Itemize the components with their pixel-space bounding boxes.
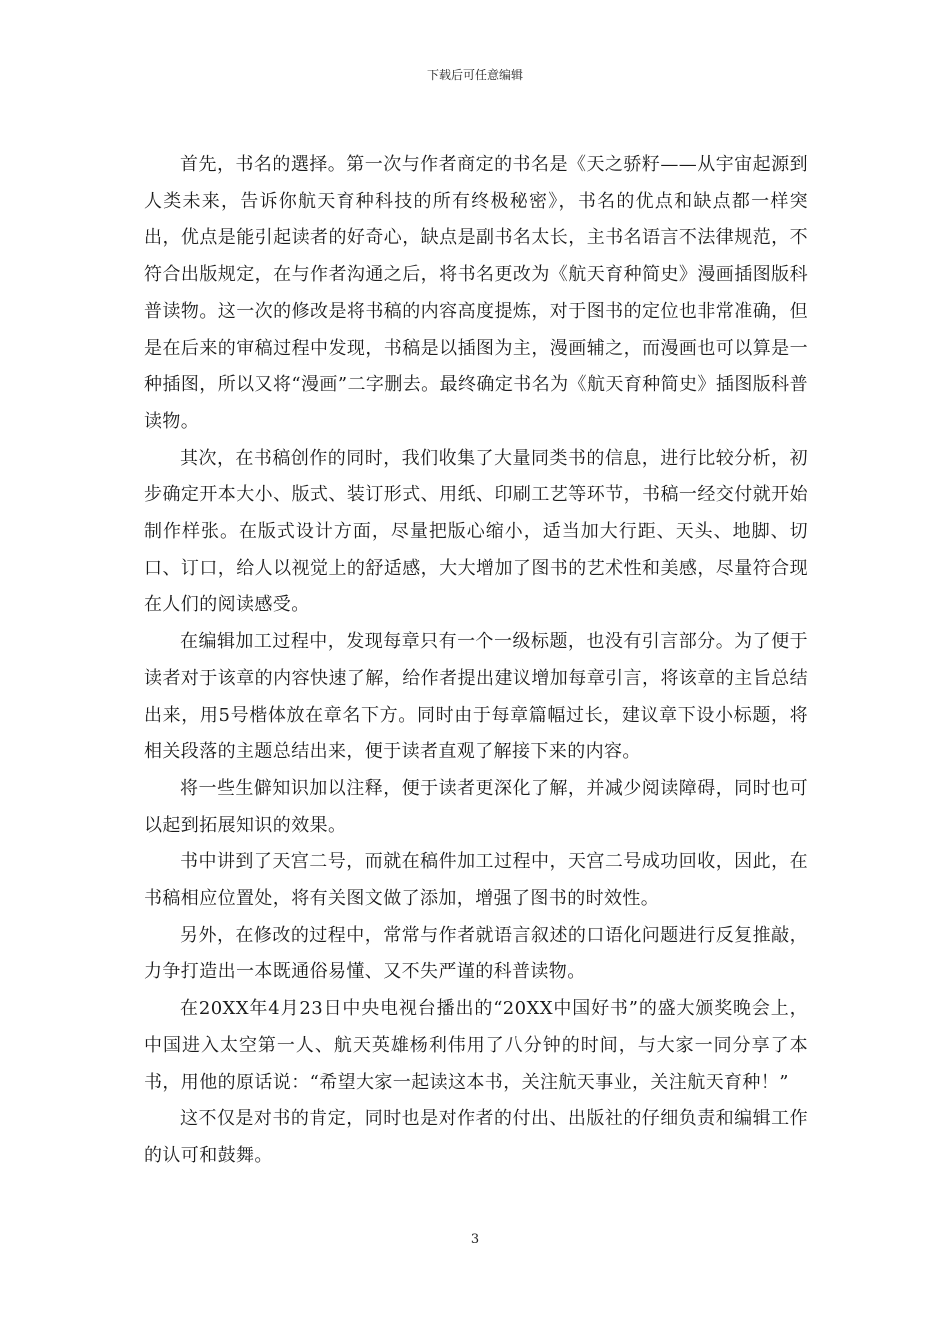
paragraph-annotations: 将一些生僻知识加以注释，便于读者更深化了解，并减少阅读障碍，同时也可以起到拓展知识的效果。 [144, 777, 808, 836]
paragraph-language-revision: 另外，在修改的过程中，常常与作者就语言叙述的口语化问题进行反复推敲，力争打造出一本既通俗易懂、又不失严谨的科普读物。 [144, 924, 808, 983]
paragraph-tiangong: 书中讲到了天宫二号，而就在稿件加工过程中，天宫二号成功回收，因此，在书稿相应位置处，将有关图文做了添加，增强了图书的时效性。 [144, 851, 808, 910]
page-number: 3 [470, 1232, 480, 1247]
page-header: 下载后可任意编辑 [426, 68, 523, 82]
body-text [144, 147, 808, 1175]
paragraph-book-title: 首先，书名的選择。第一次与作者商定的书名是《天之骄籽——从宇宙起源到人类未来，告诉你航天育种科技的所有终极秘密》，书名的优点和缺点都一样突出，优点是能引起读者的好奇心，缺点是副书名太长，主书名语言不法律规范，不符合出版规定，在与作者沟通之后，将书名更改为《航天育种简史》漫画插图版科普读物。这一次的修改是将书稿的内容高度提炼，对于图书的定位也非常准确，但是在后来的审稿过程中发现，书稿是以插图为主，漫画辅之，而漫画也可以算是一种插图，所以又将“漫画”二字删去。最终确定书名为《航天育种简史》插图版科普读物。 [144, 154, 808, 432]
paragraph-conclusion: 这不仅是对书的肯定，同时也是对作者的付出、出版社的仔细负责和编辑工作的认可和鼓舞。 [144, 1108, 808, 1166]
paragraph-editing-process: 在编辑加工过程中，发现每章只有一个一级标题，也没有引言部分。为了便于读者对于该章的内容快速了解，给作者提出建议增加每章引言，将该章的主旨总结出来，用5号楷体放在章名下方。同时由于每章篇幅过长，建议章下设小标题，将相关段落的主题总结出来，便于读者直观了解接下来的内容。 [144, 631, 808, 763]
paragraph-layout-design: 其次，在书稿创作的同时，我们收集了大量同类书的信息，进行比较分析，初步确定开本大小、版式、装订形式、用纸、印刷工艺等环节，书稿一经交付就开始制作样张。在版式设计方面，尽量把版心缩小，适当加大行距、天头、地脚、切口、订口，给人以视觉上的舒适感，大大增加了图书的艺术性和美感，尽量符合现在人们的阅读感受。 [144, 447, 808, 616]
paragraph-award-ceremony: 在20XX年4月23日中央电视台播出的“20XX中国好书”的盛大颁奖晚会上，中国进入太空第一人、航天英雄杨利伟用了八分钟的时间，与大家一同分享了本书，用他的原话说：“希望大家一起读这本书，关注航天事业，关注航天育种！” [144, 998, 808, 1093]
